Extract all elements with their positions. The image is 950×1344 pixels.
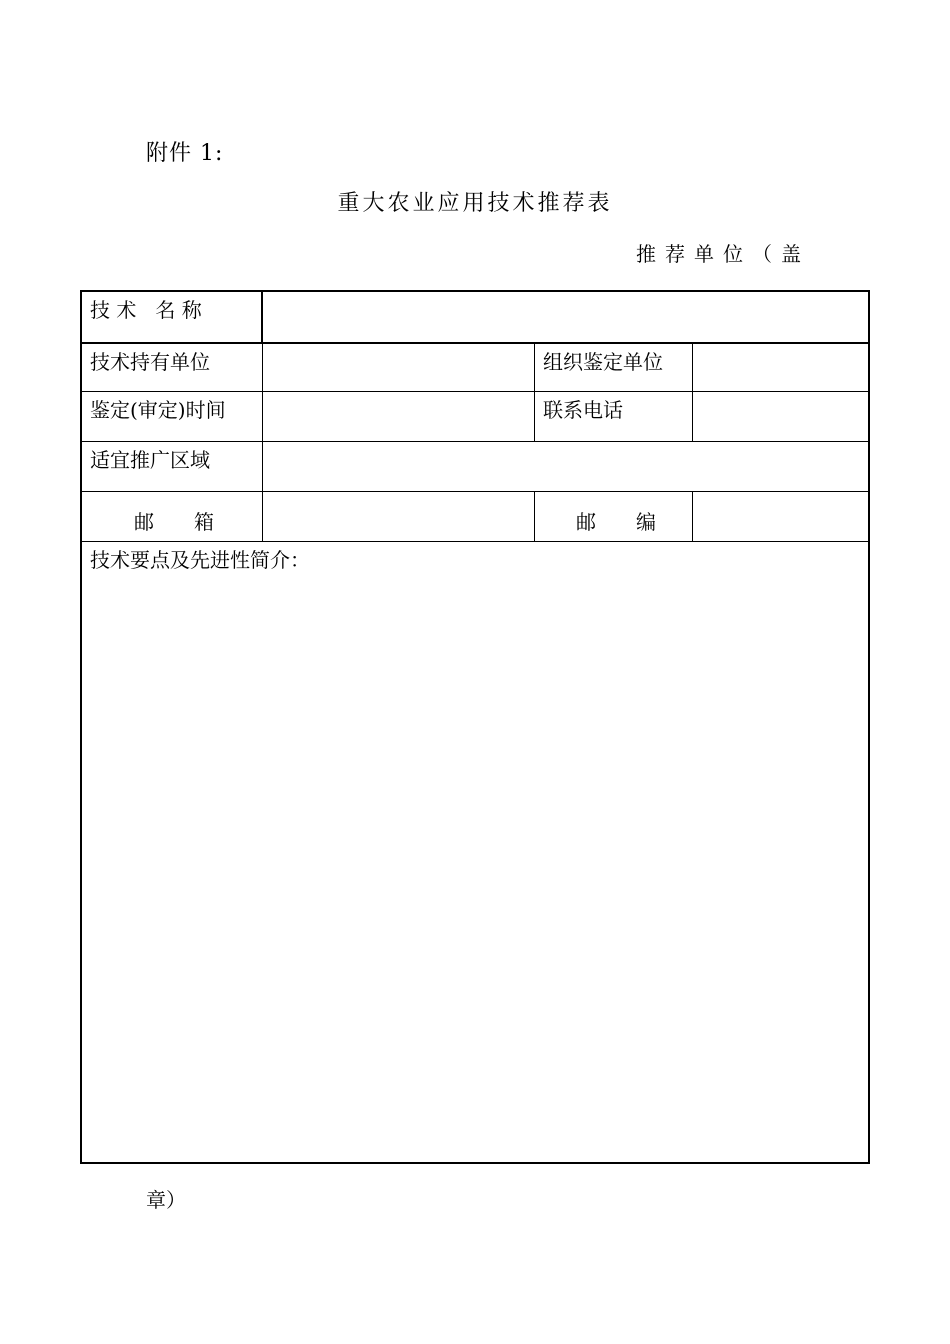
document-title: 重大农业应用技术推荐表 (337, 191, 613, 216)
summary-label: 技术要点及先进性简介： (90, 548, 310, 572)
promotion-region-label: 适宜推广区域 (90, 448, 210, 472)
column-divider (534, 343, 535, 441)
contact-phone-field[interactable] (694, 393, 868, 440)
tech-holder-field[interactable] (264, 344, 532, 390)
column-divider (692, 343, 693, 441)
postcode-field[interactable] (694, 493, 868, 540)
row-divider (82, 441, 868, 442)
row-divider (82, 391, 868, 392)
row-divider (82, 541, 868, 542)
row-divider (82, 491, 868, 492)
tech-name-field[interactable] (264, 294, 868, 340)
appraisal-org-field[interactable] (694, 344, 868, 390)
summary-field[interactable] (84, 572, 868, 1160)
email-label: 邮 箱 (134, 510, 214, 534)
column-divider (692, 491, 693, 541)
tech-name-label: 技 术 名 称 (90, 298, 202, 322)
column-divider (261, 292, 263, 343)
appraisal-time-field[interactable] (264, 393, 532, 440)
attachment-label: 附件 1: (146, 141, 224, 166)
appraisal-org-label: 组织鉴定单位 (543, 350, 663, 374)
appraisal-time-label: 鉴定(审定)时间 (90, 398, 226, 422)
column-divider (534, 491, 535, 541)
recommendation-form (80, 290, 870, 1164)
column-divider (262, 343, 263, 541)
tech-holder-label: 技术持有单位 (90, 350, 210, 374)
contact-phone-label: 联系电话 (543, 398, 623, 422)
recommender-line: 推荐单位（盖 (636, 242, 810, 266)
postcode-label: 邮 编 (576, 510, 656, 534)
email-field[interactable] (264, 493, 532, 540)
promotion-region-field[interactable] (264, 443, 868, 490)
footer-seal-text: 章） (146, 1188, 186, 1212)
